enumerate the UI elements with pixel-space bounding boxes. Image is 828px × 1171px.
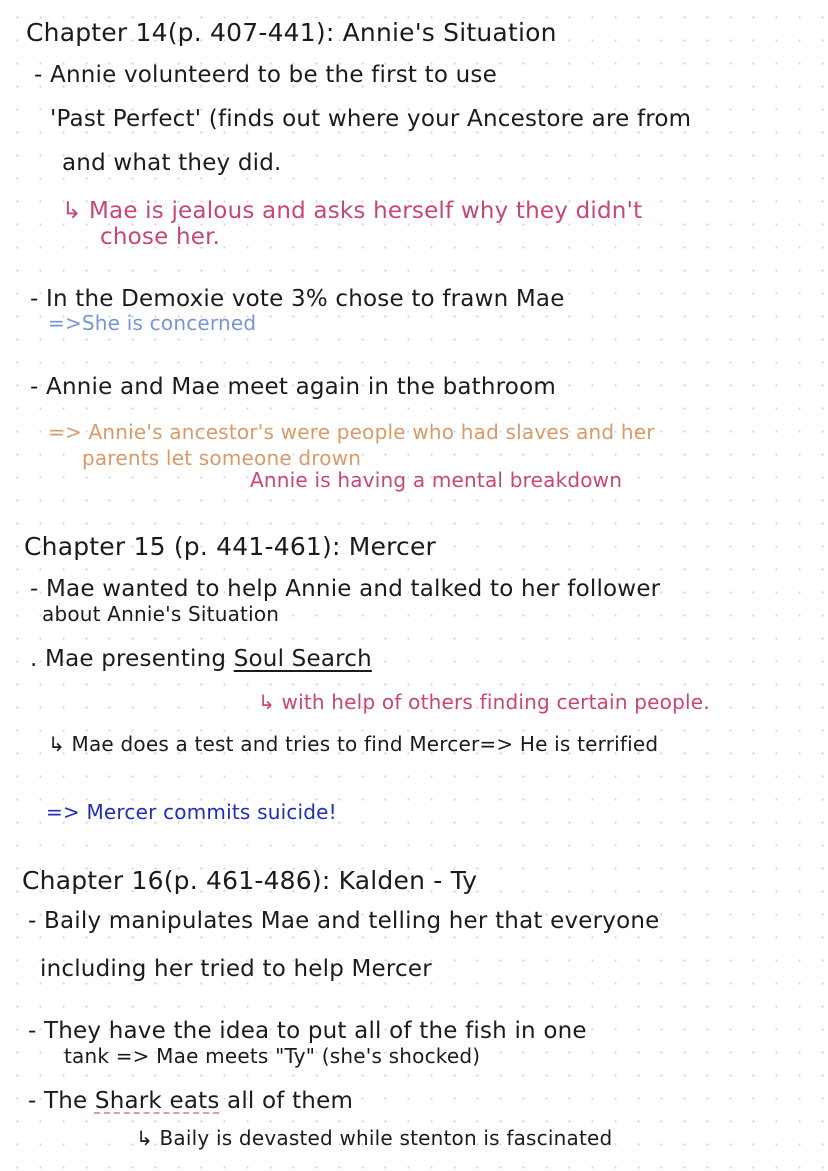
ch16-line-5-prefix: - The	[28, 1088, 95, 1114]
ch15-line-3-prefix: . Mae presenting	[30, 646, 234, 672]
ch14-line-6: - In the Demoxie vote 3% chose to frawn Mae	[30, 286, 565, 312]
ch14-line-7: =>She is concerned	[48, 311, 257, 335]
ch16-line-3: - They have the idea to put all of the fish in one	[28, 1018, 587, 1044]
shark-eats-term: Shark eats	[94, 1088, 220, 1114]
chapter-16-heading: Chapter 16(p. 461-486): Kalden - Ty	[22, 866, 478, 895]
ch14-line-9: => Annie's ancestor's were people who had slaves and her	[48, 420, 655, 444]
ch16-line-5	[28, 1088, 353, 1114]
soul-search-term: Soul Search	[233, 646, 372, 672]
ch16-line-1: - Baily manipulates Mae and telling her that everyone	[28, 908, 660, 934]
chapter-14-heading: Chapter 14(p. 407-441): Annie's Situation	[26, 18, 557, 47]
ch15-line-3	[30, 646, 372, 672]
ch14-line-3: and what they did.	[62, 150, 282, 176]
ch14-line-5: chose her.	[100, 224, 221, 250]
ch14-line-4: ↳ Mae is jealous and asks herself why they didn't	[62, 198, 643, 224]
ch15-line-6: => Mercer commits suicide!	[46, 800, 337, 824]
ch15-line-1: - Mae wanted to help Annie and talked to her follower	[30, 576, 661, 602]
chapter-15-heading: Chapter 15 (p. 441-461): Mercer	[24, 532, 437, 561]
ch14-line-2: 'Past Perfect' (finds out where your Ancestore are from	[50, 106, 692, 132]
ch15-line-5: ↳ Mae does a test and tries to find Mercer=> He is terrified	[48, 732, 659, 756]
ch14-line-8: - Annie and Mae meet again in the bathroom	[30, 374, 556, 400]
ch16-line-6: ↳ Baily is devasted while stenton is fascinated	[136, 1126, 613, 1150]
ch16-line-5-suffix: all of them	[219, 1088, 354, 1114]
ch16-line-4: tank => Mae meets "Ty" (she's shocked)	[64, 1044, 481, 1068]
ch15-line-4: ↳ with help of others finding certain people.	[258, 690, 710, 714]
ch14-line-10: parents let someone drown	[82, 446, 362, 470]
ch15-line-2: about Annie's Situation	[42, 602, 280, 626]
ch16-line-2: including her tried to help Mercer	[40, 956, 432, 982]
ch14-line-11: Annie is having a mental breakdown	[250, 468, 623, 492]
ch14-line-1: - Annie volunteerd to be the first to use	[34, 62, 497, 88]
